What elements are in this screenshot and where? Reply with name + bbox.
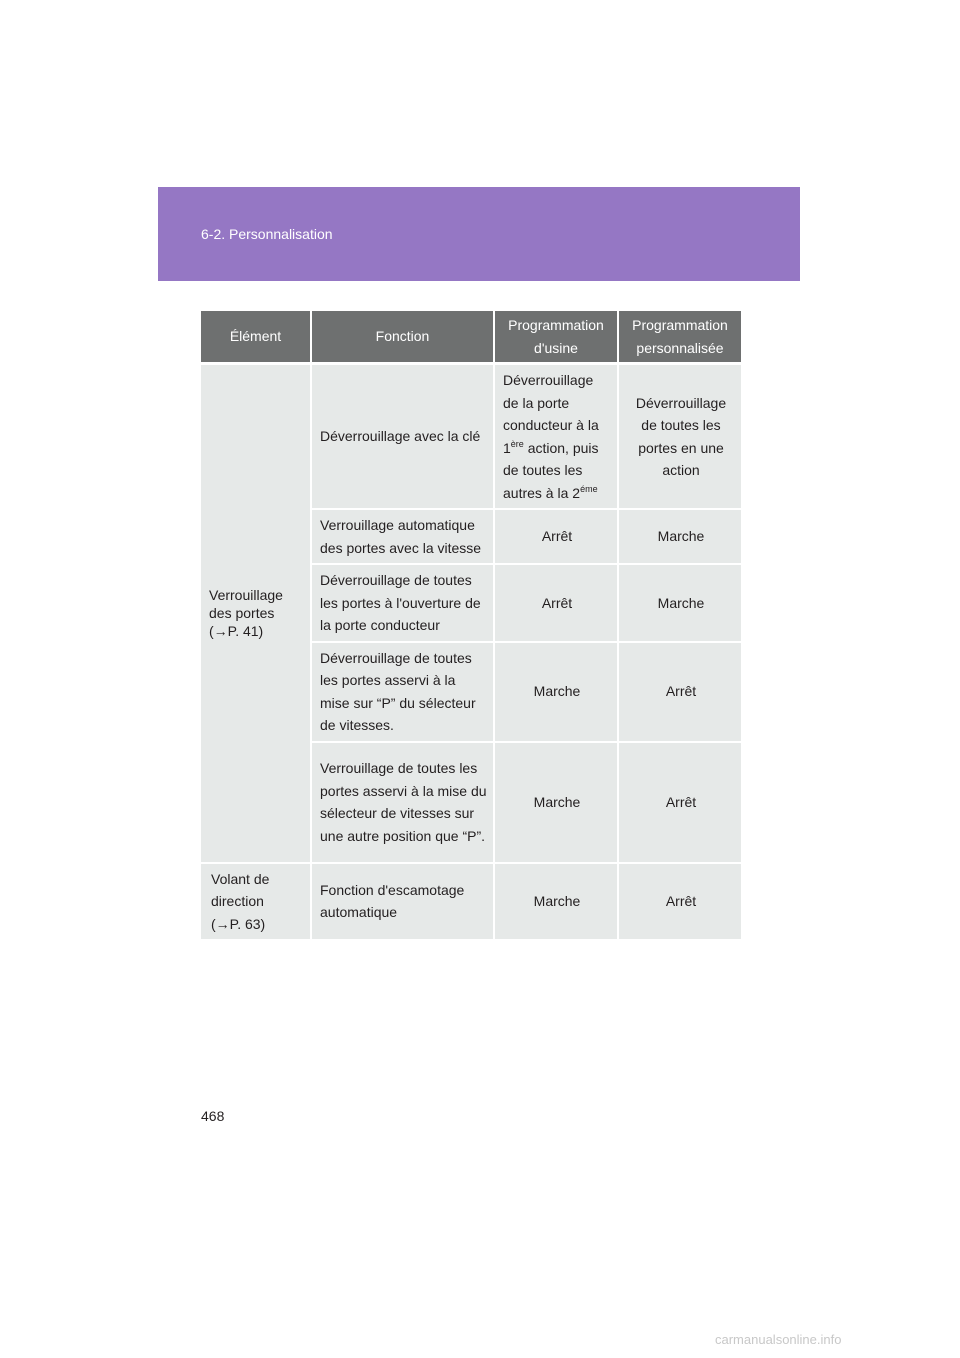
function-cell: Verrouillage automatique des portes avec la vitesse: [311, 509, 494, 564]
custom-setting-cell: Déverrouillage de toutes les portes en une action: [618, 364, 741, 510]
table-row: [201, 863, 741, 941]
item-steering-wheel: [201, 863, 311, 941]
function-cell: Verrouillage de toutes les portes asservi à la mise du sélecteur de vitesses sur une autre position que “P”.: [311, 742, 494, 863]
item-door-locks: [201, 364, 311, 863]
page-reference-link[interactable]: (→P. 63): [211, 915, 266, 932]
item-label: Verrouillage des portes: [209, 587, 283, 622]
factory-setting-cell: Marche: [494, 863, 618, 941]
custom-setting-cell: Arrêt: [618, 863, 741, 941]
customization-table: [201, 311, 741, 941]
factory-setting-cell: Marche: [494, 742, 618, 863]
factory-setting-cell: Arrêt: [494, 564, 618, 642]
function-cell: Fonction d'escamotage automatique: [311, 863, 494, 941]
page-reference-link[interactable]: (→P. 41): [209, 623, 264, 640]
watermark: carmanualsonline.info: [715, 1332, 842, 1347]
section-title: 6-2. Personnalisation: [201, 226, 333, 242]
table-header-row: [201, 311, 741, 364]
custom-setting-cell: Marche: [618, 564, 741, 642]
factory-setting-cell: Arrêt: [494, 509, 618, 564]
custom-setting-cell: Arrêt: [618, 742, 741, 863]
function-cell: Déverrouillage de toutes les portes à l'ouverture de la porte conducteur: [311, 564, 494, 642]
factory-setting-cell: Déverrouillage de la porte conducteur à la 1ère action, puis de toutes les autres à la $2^{éme}$: [494, 364, 618, 510]
function-cell: Déverrouillage avec la clé: [311, 364, 494, 510]
header-function: Fonction: [311, 311, 494, 364]
section-header-band: [158, 187, 800, 281]
custom-setting-cell: Arrêt: [618, 642, 741, 742]
item-label: Volant de direction: [211, 870, 270, 909]
custom-setting-cell: Marche: [618, 509, 741, 564]
header-custom-setting: Programmation personnalisée: [618, 311, 741, 364]
header-factory-setting: Programmation d'usine: [494, 311, 618, 364]
header-element: Élément: [201, 311, 311, 364]
factory-setting-cell: Marche: [494, 642, 618, 742]
page-number: 468: [201, 1108, 225, 1124]
function-cell: Déverrouillage de toutes les portes asservi à la mise sur “P” du sélecteur de vitesses.: [311, 642, 494, 742]
table-row: [201, 364, 741, 510]
